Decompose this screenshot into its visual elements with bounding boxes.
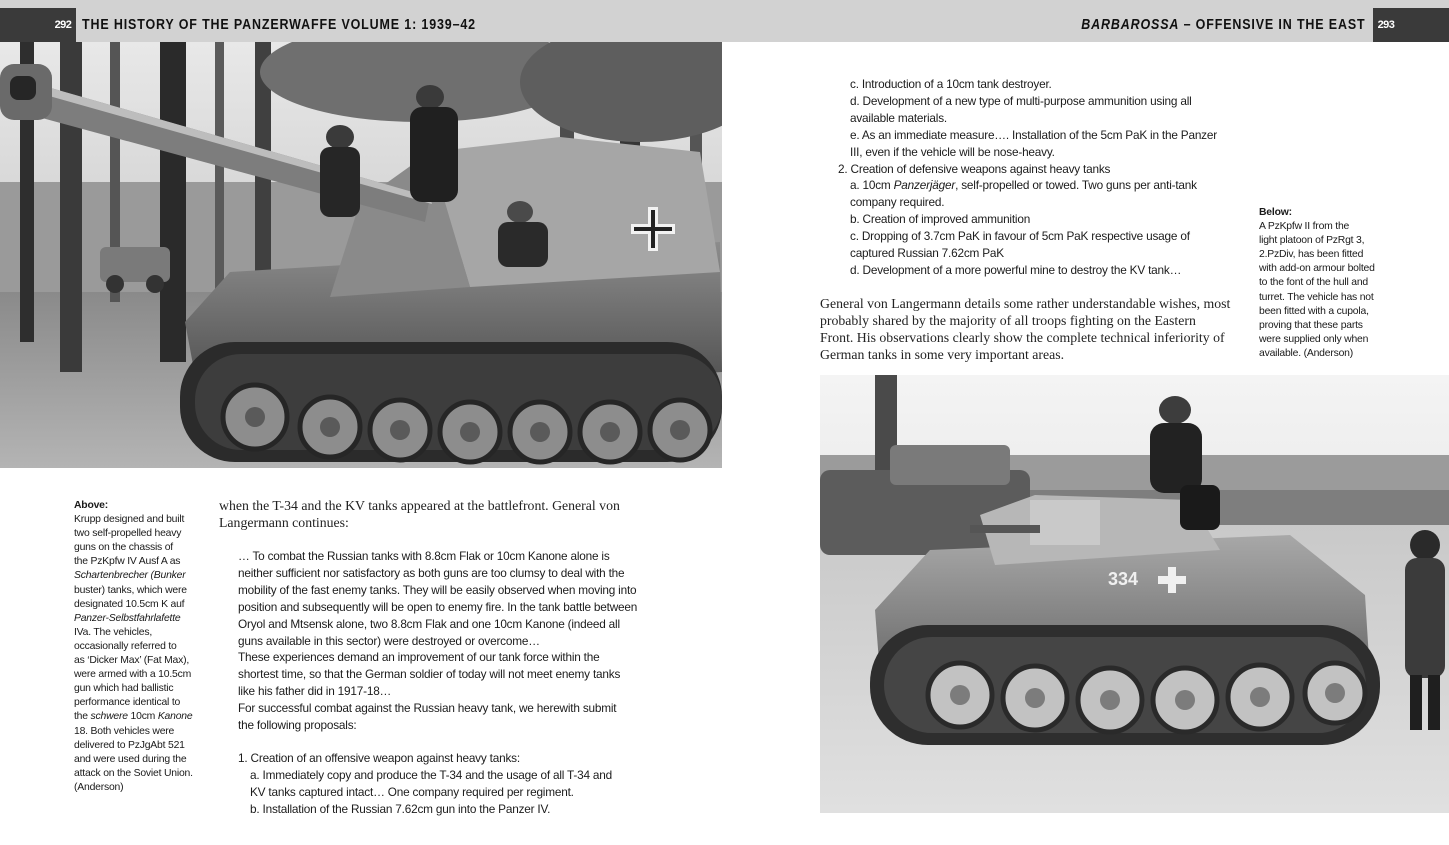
body-line: German tanks in some very important areas. — [820, 347, 1065, 362]
above-caption-line: the schwere 10cm Kanone — [74, 711, 193, 723]
above-caption-line: Schartenbrecher (Bunker — [74, 570, 186, 582]
right-quote — [838, 76, 1218, 279]
below-caption-line: been fitted with a cupola, — [1259, 305, 1369, 317]
quote-line: neither sufficient nor satisfactory as both guns are too clumsy to deal with the — [238, 565, 625, 580]
above-caption-title: Above: — [74, 500, 109, 511]
quote-line: available materials. — [850, 110, 947, 125]
quote-line: guns available in this sector) were destroyed or overcome… — [238, 633, 540, 648]
quote-line: like his father did in 1917-18… — [238, 684, 392, 699]
list-line: a. Immediately copy and produce the T-34 and the usage of all T-34 and — [250, 767, 613, 782]
quote-line: e. As an immediate measure…. Installation of the 5cm PaK in the Panzer — [850, 127, 1217, 142]
quote-line: c. Introduction of a 10cm tank destroyer. — [850, 77, 1052, 91]
below-caption-line: A PzKpfw II from the — [1259, 221, 1350, 233]
quote-line: Oryol and Mtsensk alone, two 8.8cm Flak and one 10cm Kanone (indeed all — [238, 616, 620, 631]
above-caption — [74, 499, 199, 795]
right-body — [820, 295, 1230, 363]
right-header-strip — [1399, 8, 1449, 42]
above-caption-line: and were used during the — [74, 753, 187, 765]
below-caption-line: with add-on armour bolted — [1259, 263, 1375, 275]
body-line: when the T-34 and the KV tanks appeared at the battlefront. General von — [219, 498, 620, 513]
quote-line: … To combat the Russian tanks with 8.8cm Flak or 10cm Kanone alone is — [238, 549, 610, 563]
right-folio: 293 — [1373, 8, 1399, 42]
list-line: b. Installation of the Russian 7.62cm gun into the Panzer IV. — [250, 801, 551, 816]
tank-number: 334 — [1108, 569, 1139, 589]
above-caption-line: performance identical to — [74, 697, 181, 709]
above-caption-line: the PzKpfw IV Ausf A as — [74, 556, 181, 568]
below-caption-line: proving that these parts — [1259, 319, 1363, 331]
above-caption-line: designated 10.5cm K auf — [74, 598, 185, 610]
above-caption-line: occasionally referred to — [74, 640, 177, 652]
body-line: Front. His observations clearly show the complete technical inferiority of — [820, 330, 1225, 345]
left-body-intro — [219, 497, 631, 531]
above-caption-line: were armed with a 10.5cm — [74, 669, 192, 681]
running-head-italic: BARBAROSSA — [1080, 17, 1179, 33]
pzkpfw-ii-photo — [820, 375, 1449, 813]
above-caption-line: Panzer-Selbstfahrlafette — [74, 612, 181, 624]
quote-line: 2. Creation of defensive weapons against heavy tanks — [838, 161, 1111, 176]
right-page — [724, 0, 1449, 845]
below-caption-line: available. (Anderson) — [1259, 347, 1353, 359]
quote-line: a. 10cm Panzerjäger, self-propelled or towed. Two guns per anti-tank — [850, 178, 1197, 193]
above-caption-line: 18. Both vehicles were — [74, 725, 175, 737]
body-line: probably shared by the majority of all troops fighting on the Eastern — [820, 313, 1196, 328]
below-caption — [1259, 206, 1389, 361]
above-caption-line: buster) tanks, which were — [74, 584, 187, 596]
list-line: KV tanks captured intact… One company required per regiment. — [250, 784, 574, 799]
below-caption-line: turret. The vehicle has not — [1259, 291, 1374, 303]
left-quote — [238, 548, 638, 818]
below-caption-line: to the font of the hull and — [1259, 277, 1368, 289]
below-caption-line: light platoon of PzRgt 3, — [1259, 235, 1365, 247]
quote-line: For successful combat against the Russian heavy tank, we herewith submit — [238, 701, 617, 716]
above-caption-line: two self-propelled heavy — [74, 528, 182, 540]
quote-line: b. Creation of improved ammunition — [850, 212, 1031, 227]
dicker-max-illustration — [0, 42, 722, 468]
above-caption-line: attack on the Soviet Union. — [74, 767, 193, 779]
above-caption-line: gun which had ballistic — [74, 683, 174, 695]
quote-line: d. Development of a new type of multi-purpose ammunition using all — [850, 93, 1192, 108]
above-caption-line: (Anderson) — [74, 781, 124, 793]
list-line: 1. Creation of an offensive weapon against heavy tanks: — [238, 750, 520, 765]
quote-line: III, even if the vehicle will be nose-heavy. — [850, 144, 1055, 159]
below-caption-title: Below: — [1259, 207, 1292, 218]
above-caption-line: IVa. The vehicles, — [74, 626, 153, 638]
above-caption-line: guns on the chassis of — [74, 542, 173, 554]
quote-line: the following proposals: — [238, 718, 357, 733]
quote-line: captured Russian 7.62cm PaK — [850, 246, 1004, 261]
body-line: General von Langermann details some rather understandable wishes, most — [820, 296, 1231, 311]
quote-line: company required. — [850, 195, 945, 210]
below-caption-line: were supplied only when — [1259, 333, 1369, 345]
above-caption-line: Krupp designed and built — [74, 514, 185, 526]
quote-line: d. Development of a more powerful mine to destroy the KV tank… — [850, 262, 1182, 277]
quote-line: mobility of the fast enemy tanks. They will be easily observed when moving into — [238, 582, 637, 597]
left-header-strip — [0, 8, 50, 42]
left-running-head: THE HISTORY OF THE PANZERWAFFE VOLUME 1: 1939–42 — [82, 17, 476, 33]
pzkpfw-ii-illustration — [820, 375, 1449, 813]
quote-line: These experiences demand an improvement of our tank force within the — [238, 650, 600, 665]
quote-line: shortest time, so that the German soldier of today will not meet enemy tanks — [238, 667, 621, 682]
left-page — [0, 0, 724, 845]
right-running-head — [1081, 8, 1365, 42]
above-caption-line: delivered to PzJgAbt 521 — [74, 739, 185, 751]
body-line: Langermann continues: — [219, 515, 349, 530]
running-head-rest: – OFFENSIVE IN THE EAST — [1178, 17, 1365, 33]
quote-line: position and subsequently will be open to enemy fire. In the tank battle between — [238, 599, 638, 614]
left-folio: 292 — [50, 8, 76, 42]
quote-line: c. Dropping of 3.7cm PaK in favour of 5cm PaK respective usage of — [850, 229, 1190, 244]
dicker-max-photo — [0, 42, 722, 468]
below-caption-line: 2.PzDiv, has been fitted — [1259, 249, 1364, 261]
above-caption-line: as ‘Dicker Max’ (Fat Max), — [74, 655, 190, 667]
